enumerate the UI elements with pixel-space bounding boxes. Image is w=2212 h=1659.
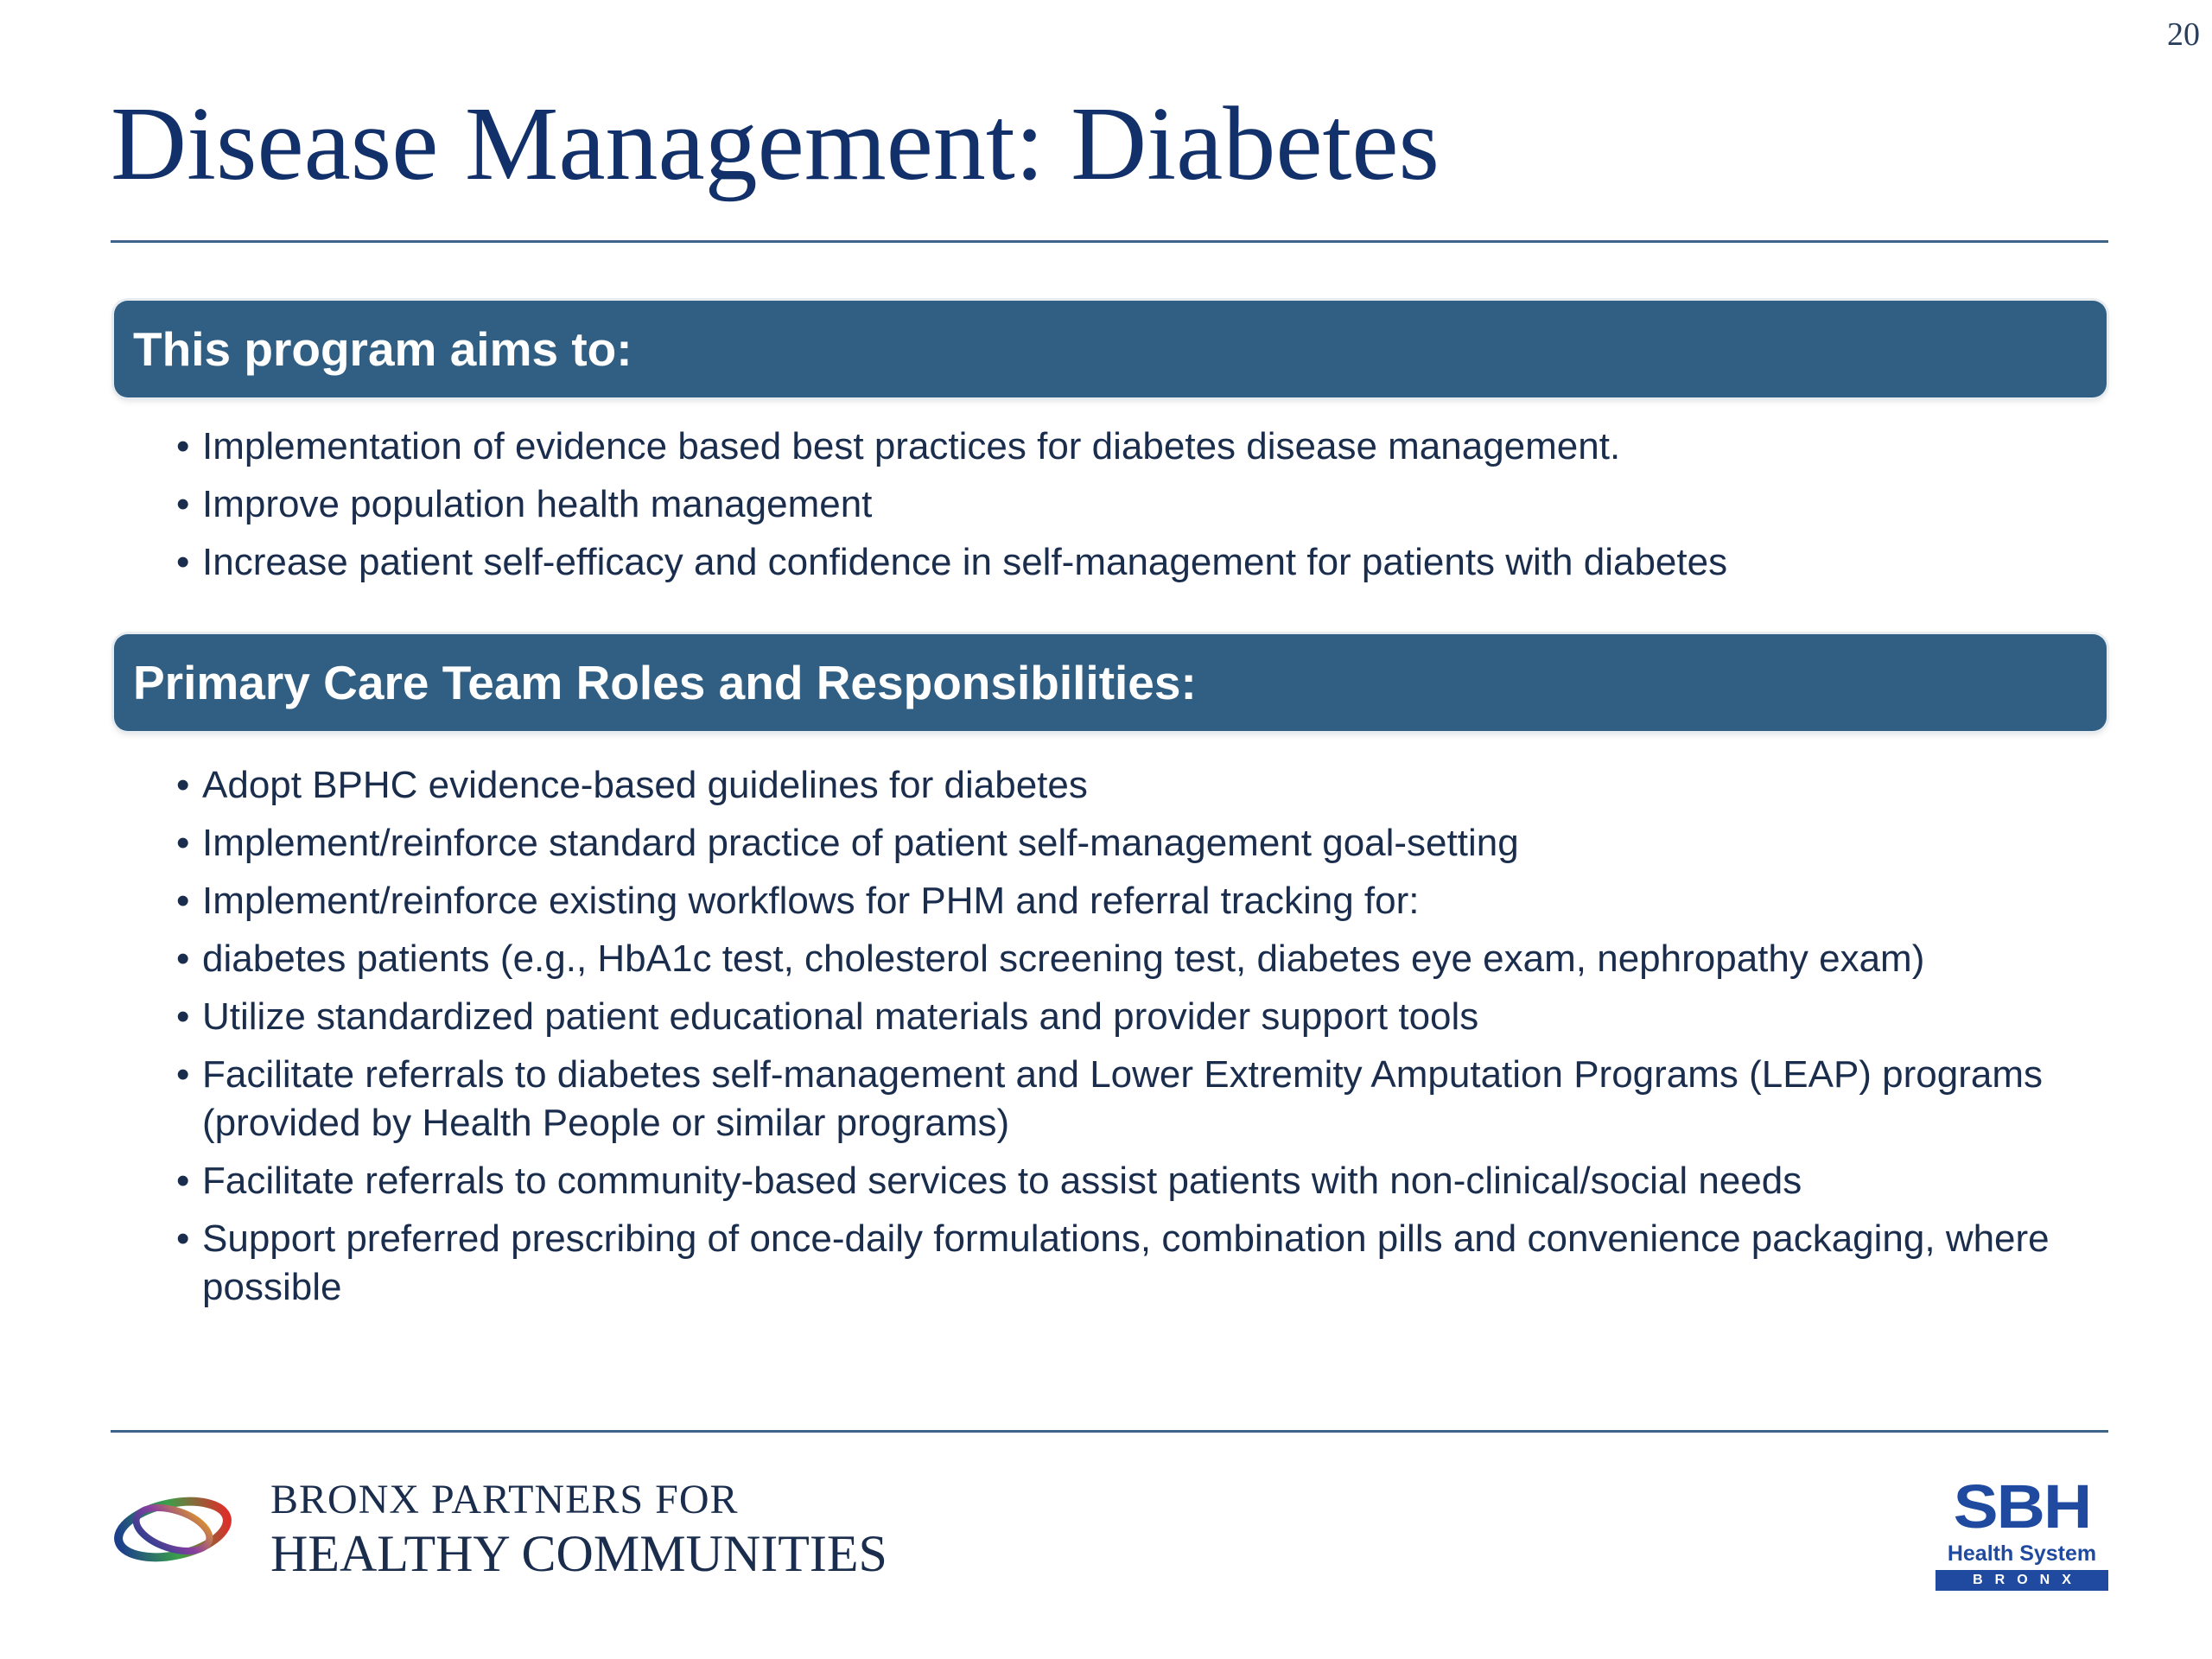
bphc-name-line1: BRONX PARTNERS FOR [270,1477,739,1522]
bphc-swirl-icon [111,1491,236,1568]
section-header-program-aims [114,301,2107,397]
program-aims-list [176,423,2103,596]
page-title: Disease Management: Diabetes [111,86,1440,202]
list-item: • Implementation of evidence based best practices for diabetes disease management. [176,423,2103,471]
sbh-logo [1936,1472,2108,1591]
footer-divider [111,1430,2108,1433]
list-item: • Support preferred prescribing of once-daily formulations, combination pills and convenience packaging, where possible [176,1215,2103,1312]
list-item: • Implement/reinforce existing workflows for PHM and referral tracking for: [176,877,2103,925]
sbh-location-bar: BRONX [1936,1570,2108,1591]
list-item: • Facilitate referrals to community-based services to assist patients with non-clinical/social needs [176,1157,2103,1205]
list-item: • Improve population health management [176,480,2103,529]
list-item: • diabetes patients (e.g., HbA1c test, cholesterol screening test, diabetes eye exam, nephropathy exam) [176,935,2103,983]
team-roles-list [176,761,2103,1321]
section-header-label: Primary Care Team Roles and Responsibilities: [133,656,1197,709]
section-header-team-roles [114,634,2107,731]
bphc-logo [111,1479,887,1580]
list-item: • Utilize standardized patient educational materials and provider support tools [176,993,2103,1041]
list-item: • Increase patient self-efficacy and confidence in self-management for patients with diabetes [176,538,2103,587]
bphc-name-line2: HEALTHY COMMUNITIES [270,1525,887,1582]
title-divider [111,240,2108,243]
page-number: 20 [2167,16,2200,53]
sbh-subtitle: Health System [1947,1541,2097,1566]
section-header-label: This program aims to: [133,322,632,376]
sbh-mark: SBH [1953,1471,2091,1541]
list-item: • Facilitate referrals to diabetes self-management and Lower Extremity Amputation Programs (LEAP) programs (provided by Health People or similar programs) [176,1051,2103,1147]
list-item: • Implement/reinforce standard practice of patient self-management goal-setting [176,819,2103,868]
list-item: • Adopt BPHC evidence-based guidelines for diabetes [176,761,2103,810]
